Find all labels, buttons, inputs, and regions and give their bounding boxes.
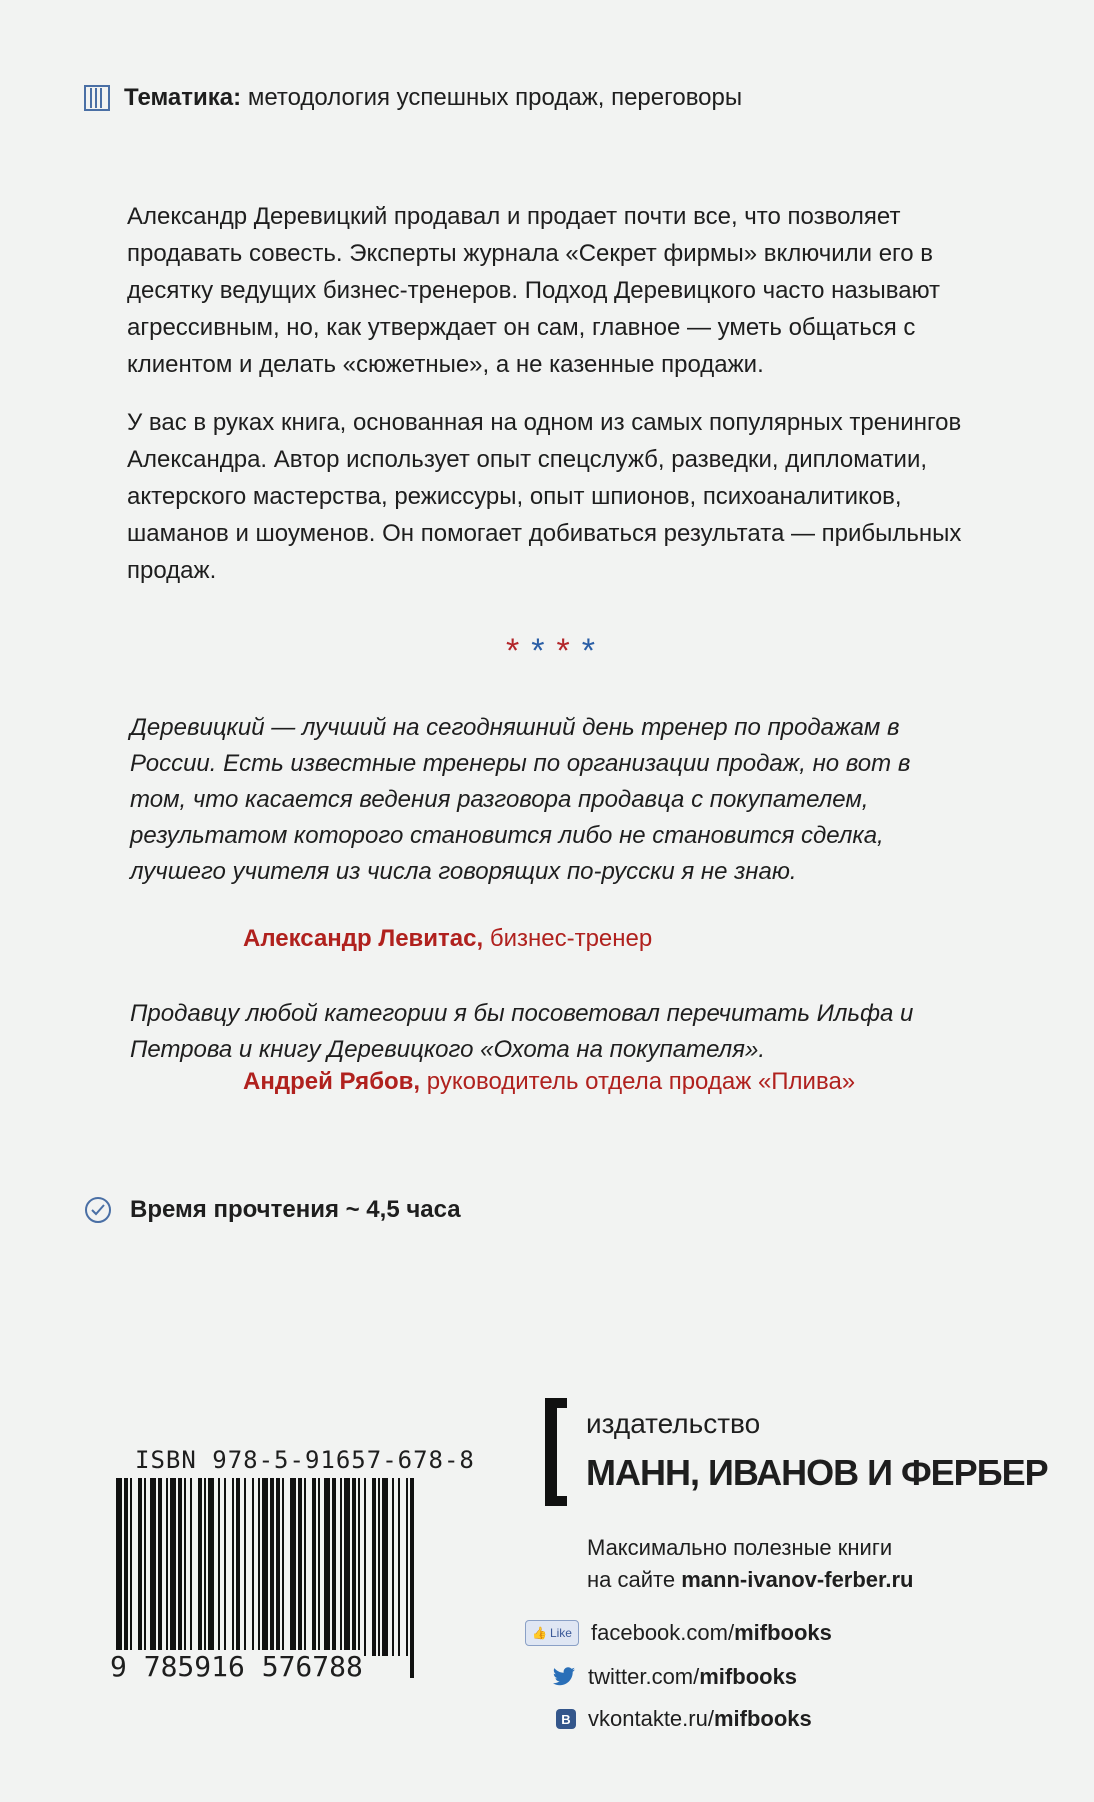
barcode-bar bbox=[236, 1478, 240, 1656]
twitter-prefix: twitter.com/ bbox=[588, 1664, 700, 1689]
star-1: * bbox=[506, 632, 532, 670]
barcode-bar bbox=[324, 1478, 330, 1656]
barcode-bar bbox=[124, 1478, 128, 1678]
publisher-prefix: издательство bbox=[586, 1408, 761, 1439]
star-2: * bbox=[531, 632, 557, 670]
barcode-bar bbox=[130, 1478, 132, 1656]
barcode-bar bbox=[184, 1478, 186, 1656]
review-author-1-name: Александр Левитас, bbox=[243, 925, 484, 952]
barcode-bar bbox=[232, 1478, 234, 1656]
topic-line bbox=[84, 84, 742, 112]
barcode-bar bbox=[378, 1478, 380, 1656]
review-author-2 bbox=[243, 1068, 855, 1096]
review-quote-1: Деревицкий — лучший на сегодняшний день тренер по продажам в России. Есть известные тренеры по организации продаж, но вот в том, что касается ведения разговора продавца с покупателем, результатом которого становится либо не становится сделка, лучшего учителя из числа говорящих по-русски я не знаю. bbox=[130, 714, 911, 885]
barcode-bar bbox=[150, 1478, 156, 1656]
barcode-bar bbox=[190, 1478, 192, 1656]
topic-label: Тематика: bbox=[124, 84, 242, 111]
barcode-bar bbox=[204, 1478, 206, 1656]
like-badge-label: Like bbox=[549, 1626, 572, 1640]
facebook-link[interactable] bbox=[525, 1620, 832, 1646]
barcode-bar bbox=[224, 1478, 226, 1656]
barcode-bar bbox=[344, 1478, 350, 1656]
publisher-tagline bbox=[587, 1532, 914, 1596]
publisher-tagline-2: на сайте bbox=[587, 1567, 676, 1592]
publisher-bracket-icon bbox=[545, 1398, 567, 1506]
barcode-bar bbox=[382, 1478, 388, 1656]
facebook-prefix: facebook.com/ bbox=[591, 1620, 735, 1645]
barcode-bar bbox=[290, 1478, 296, 1656]
barcode-bar bbox=[198, 1478, 202, 1656]
barcode-bar bbox=[144, 1478, 146, 1656]
publisher-site-link[interactable]: mann-ivanov-ferber.ru bbox=[681, 1567, 914, 1592]
barcode-bar bbox=[178, 1478, 182, 1656]
barcode-bar bbox=[372, 1478, 376, 1656]
description-paragraph-2: У вас в руках книга, основанная на одном из самых популярных тренингов Александра. Автор использует опыт спецслужб, разведки, дипломатии, актерского мастерства, режиссуры, опыт шпионов, психоаналитиков, шаманов и шоуменов. Он помогает добиваться результата — прибыльных продаж. bbox=[127, 409, 962, 584]
reading-time bbox=[84, 1196, 461, 1224]
barcode-bar bbox=[116, 1478, 122, 1678]
review-quote-2: Продавцу любой категории я бы посоветовал перечитать Ильфа и Петрова и книгу Деревицкого «Охота на покупателя». bbox=[130, 1000, 914, 1063]
facebook-like-icon: 👍 Like bbox=[525, 1620, 579, 1646]
vkontakte-link[interactable] bbox=[556, 1706, 812, 1732]
star-3: * bbox=[556, 632, 582, 670]
barcode-bar bbox=[410, 1478, 414, 1678]
barcode-bar bbox=[352, 1478, 356, 1656]
barcode-bar bbox=[312, 1478, 316, 1656]
star-divider bbox=[506, 632, 607, 671]
barcode-bar bbox=[218, 1478, 220, 1656]
topic-text: методология успешных продаж, переговоры bbox=[247, 84, 743, 111]
vkontakte-handle: mifbooks bbox=[713, 1706, 812, 1731]
twitter-link[interactable] bbox=[552, 1664, 797, 1690]
review-author-2-role: руководитель отдела продаж «Плива» bbox=[426, 1068, 856, 1095]
barcode-bar bbox=[318, 1478, 320, 1656]
isbn-text: ISBN 978-5-91657-678-8 bbox=[135, 1446, 475, 1474]
barcode-bar bbox=[398, 1478, 400, 1656]
vk-icon: B bbox=[556, 1709, 576, 1729]
barcode-bar bbox=[406, 1478, 408, 1656]
barcode-bar bbox=[252, 1478, 254, 1656]
barcode-bar bbox=[166, 1478, 168, 1656]
star-4: * bbox=[581, 632, 607, 670]
barcode-bar bbox=[158, 1478, 162, 1656]
barcode-bar bbox=[258, 1478, 260, 1656]
twitter-handle: mifbooks bbox=[699, 1664, 798, 1689]
twitter-bird-icon bbox=[552, 1667, 576, 1687]
barcode-bar bbox=[262, 1478, 268, 1656]
barcode-bar bbox=[298, 1478, 302, 1656]
barcode-bar bbox=[364, 1478, 366, 1656]
barcode-bar bbox=[244, 1478, 246, 1656]
books-icon bbox=[84, 85, 110, 111]
barcode-bar bbox=[270, 1478, 274, 1656]
publisher-tagline-1: Максимально полезные книги bbox=[587, 1535, 893, 1560]
facebook-handle: mifbooks bbox=[734, 1620, 832, 1645]
barcode-digits: 9 785916 576788 bbox=[110, 1650, 363, 1683]
vkontakte-prefix: vkontakte.ru/ bbox=[588, 1706, 714, 1731]
review-author-2-name: Андрей Рябов, bbox=[243, 1068, 421, 1095]
barcode-image bbox=[112, 1478, 422, 1678]
reading-time-text: Время прочтения ~ 4,5 часа bbox=[130, 1196, 461, 1223]
barcode-bar bbox=[340, 1478, 342, 1656]
barcode-bar bbox=[358, 1478, 360, 1656]
barcode-bar bbox=[276, 1478, 280, 1678]
barcode-bar bbox=[170, 1478, 176, 1656]
review-author-1 bbox=[243, 925, 652, 953]
clock-check-icon bbox=[84, 1196, 112, 1224]
review-author-1-role: бизнес-тренер bbox=[489, 925, 653, 952]
barcode-bar bbox=[332, 1478, 336, 1656]
description-paragraph-1: Александр Деревицкий продавал и продает почти все, что позволяет продавать совесть. Эксперты журнала «Секрет фирмы» включили его в десятку ведущих бизнес-тренеров. Подход Деревицкого часто называют агрессивным, но, как утверждает он сам, главное — уметь общаться с клиентом и делать «сюжетные», а не казенные продажи. bbox=[127, 203, 941, 378]
barcode-bar bbox=[138, 1478, 142, 1656]
barcode-bar bbox=[304, 1478, 306, 1656]
barcode-bar bbox=[392, 1478, 394, 1656]
barcode-bar bbox=[282, 1478, 284, 1656]
publisher-name: МАНН, ИВАНОВ И ФЕРБЕР bbox=[586, 1452, 1048, 1493]
barcode-bar bbox=[208, 1478, 214, 1656]
